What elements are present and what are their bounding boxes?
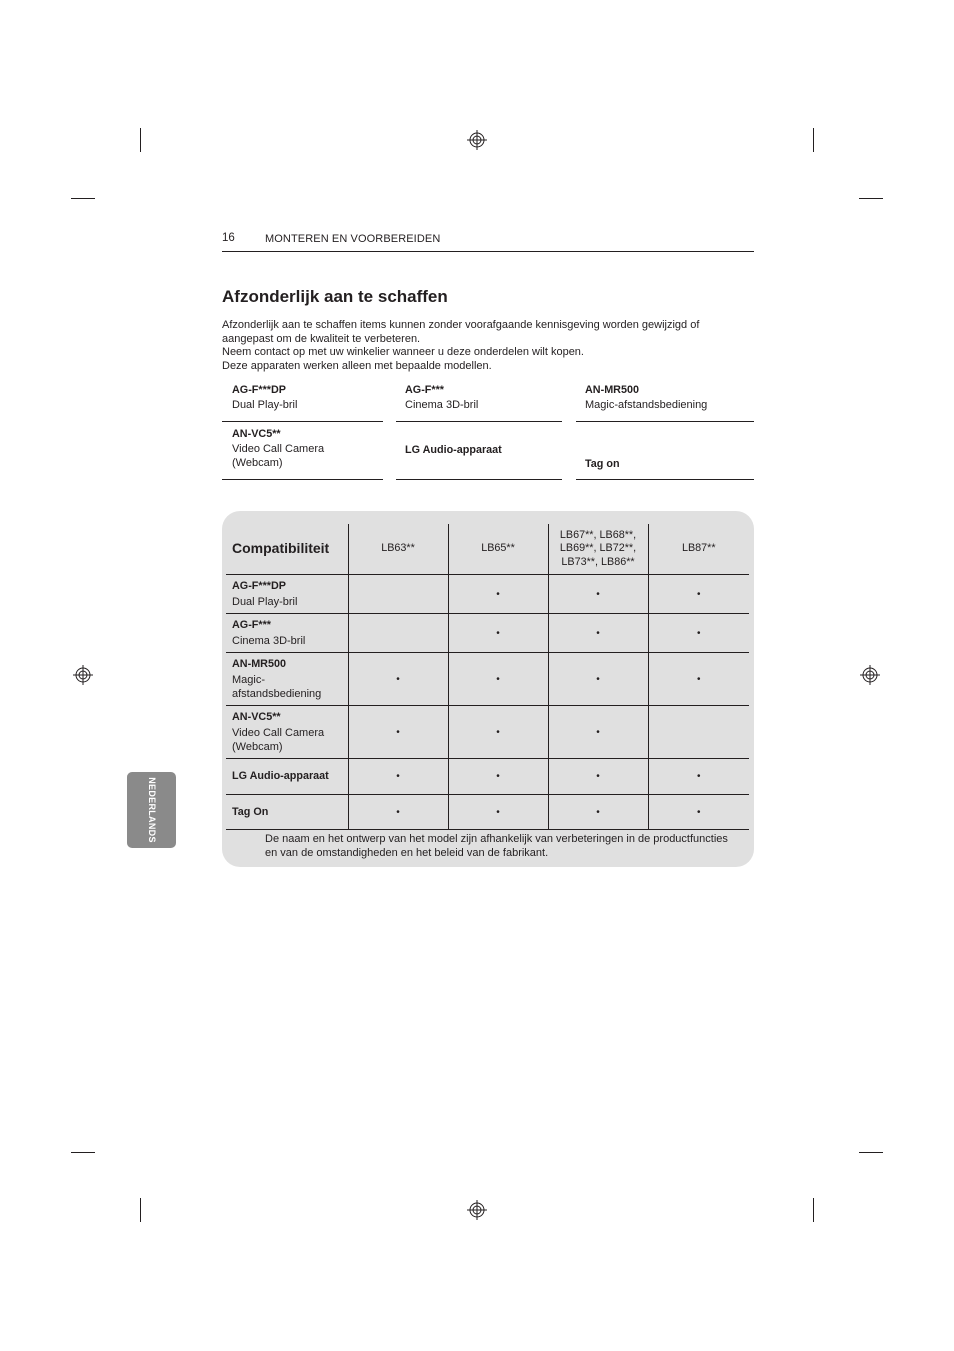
accessory-code: AG-F***DP	[232, 384, 286, 396]
accessory-code: AG-F***DP	[232, 579, 286, 592]
compat-bullet: •	[396, 673, 400, 685]
accessory-cell	[226, 795, 348, 830]
crop-mark	[140, 128, 141, 152]
language-tab	[127, 772, 176, 848]
compat-cell	[648, 653, 749, 706]
compat-bullet: •	[496, 588, 500, 600]
registration-mark-icon	[860, 665, 880, 685]
compat-bullet: •	[596, 726, 600, 738]
model-header: LB63**	[348, 524, 448, 575]
crop-mark	[859, 198, 883, 199]
compat-cell	[548, 575, 648, 614]
registration-mark-icon	[467, 130, 487, 150]
compat-cell	[448, 575, 548, 614]
compat-bullet: •	[496, 627, 500, 639]
compat-cell	[648, 795, 749, 830]
divider	[396, 421, 562, 422]
compat-bullet: •	[396, 726, 400, 738]
compat-bullet: •	[396, 806, 400, 818]
compat-cell	[548, 759, 648, 795]
compat-bullet: •	[696, 771, 701, 782]
accessory-item	[405, 444, 566, 456]
model-header: LB65**	[448, 524, 548, 575]
crop-mark	[71, 198, 95, 199]
compat-cell	[548, 795, 648, 830]
compat-header-label: Compatibiliteit	[232, 540, 330, 557]
table-row	[226, 759, 749, 795]
compat-bullet: •	[696, 627, 701, 639]
accessory-cell	[226, 759, 348, 795]
intro-line: aangepast om de kwaliteit te verbeteren.	[222, 332, 421, 345]
accessory-code: Tag On	[232, 805, 269, 818]
compat-cell	[548, 653, 648, 706]
compat-cell	[348, 759, 448, 795]
compat-cell	[648, 614, 749, 653]
compat-cell	[548, 614, 648, 653]
model-header: LB87**	[648, 524, 749, 575]
divider	[396, 479, 562, 480]
accessory-cell	[226, 575, 348, 614]
compat-bullet: •	[496, 726, 500, 738]
compat-cell	[448, 706, 548, 759]
compat-cell	[648, 575, 749, 614]
accessory-code: AN-MR500	[585, 384, 639, 396]
crop-mark	[813, 128, 814, 152]
table-header-row	[226, 524, 749, 575]
compat-bullet: •	[696, 588, 701, 600]
running-header: MONTEREN EN VOORBEREIDEN	[265, 233, 441, 245]
accessory-desc: Video Call Camera (Webcam)	[232, 726, 325, 753]
compat-cell	[348, 653, 448, 706]
compat-cell	[348, 575, 448, 614]
divider	[222, 479, 383, 480]
accessory-code: AG-F***	[232, 618, 271, 631]
compat-bullet: •	[696, 673, 701, 685]
compat-cell	[348, 795, 448, 830]
divider	[576, 421, 754, 422]
accessory-code: LG Audio-apparaat	[232, 770, 329, 782]
accessory-cell	[226, 614, 348, 653]
crop-mark	[859, 1152, 883, 1153]
accessory-desc: Cinema 3D-bril	[405, 399, 479, 411]
accessory-desc: Magic-afstandsbediening	[585, 399, 708, 411]
compat-cell	[448, 614, 548, 653]
crop-mark	[71, 1152, 95, 1153]
accessory-item	[232, 384, 393, 412]
section-title: Afzonderlijk aan te schaffen	[222, 287, 448, 306]
accessory-desc: Magic- afstandsbediening	[232, 673, 322, 700]
compat-cell	[548, 706, 648, 759]
compat-bullet: •	[596, 627, 600, 639]
compat-cell	[448, 795, 548, 830]
intro-line: Afzonderlijk aan te schaffen items kunnen zonder voorafgaande kennisgeving worden gewijzigd of	[222, 319, 700, 331]
table-row	[226, 575, 749, 614]
table-row	[226, 795, 749, 830]
table-row	[226, 653, 749, 706]
accessory-item	[585, 458, 746, 470]
accessory-desc: Video Call Camera (Webcam)	[232, 443, 325, 469]
accessory-code: AG-F***	[405, 384, 444, 396]
footnote: De naam en het ontwerp van het model zijn afhankelijk van verbeteringen in de productfuncties en van de omstandigheden en het beleid van de fabrikant.	[265, 833, 728, 859]
accessory-code: AN-MR500	[232, 657, 286, 670]
compat-cell	[348, 706, 448, 759]
accessory-desc: Cinema 3D-bril	[232, 634, 306, 647]
model-header: LB67**, LB68**, LB69**, LB72**, LB73**, LB86**	[548, 524, 648, 575]
accessory-code: AN-VC5**	[232, 428, 281, 440]
compat-cell	[448, 653, 548, 706]
compat-bullet: •	[696, 806, 701, 818]
page-number: 16	[222, 232, 235, 244]
language-tab-label: NEDERLANDS	[146, 777, 157, 843]
accessory-item	[232, 428, 393, 470]
accessory-cell	[226, 706, 348, 759]
compat-bullet: •	[496, 806, 500, 818]
compat-bullet: •	[596, 771, 600, 782]
accessory-cell	[226, 653, 348, 706]
accessory-item	[405, 384, 566, 412]
accessory-code: AN-VC5**	[232, 710, 281, 723]
intro-line: Deze apparaten werken alleen met bepaalde modellen.	[222, 359, 492, 372]
compat-bullet: •	[496, 673, 500, 685]
compat-bullet: •	[596, 588, 600, 600]
accessory-code: LG Audio-apparaat	[405, 444, 502, 456]
header-rule	[222, 251, 754, 252]
compat-bullet: •	[596, 673, 600, 685]
compat-cell	[448, 759, 548, 795]
accessory-desc: Dual Play-bril	[232, 595, 298, 608]
compat-cell	[648, 706, 749, 759]
compat-cell	[648, 759, 749, 795]
divider	[222, 421, 383, 422]
crop-mark	[140, 1198, 141, 1222]
crop-mark	[813, 1198, 814, 1222]
table-row	[226, 706, 749, 759]
intro-line: Neem contact op met uw winkelier wanneer u deze onderdelen wilt kopen.	[222, 346, 584, 359]
table-row	[226, 614, 749, 653]
compat-bullet: •	[396, 771, 400, 782]
accessory-desc: Dual Play-bril	[232, 399, 298, 411]
accessory-code: Tag on	[585, 458, 620, 470]
intro-text	[222, 319, 752, 373]
compat-bullet: •	[496, 771, 500, 782]
compatibility-table	[226, 524, 749, 830]
registration-mark-icon	[467, 1200, 487, 1220]
registration-mark-icon	[73, 665, 93, 685]
accessory-item	[585, 384, 746, 412]
compat-cell	[348, 614, 448, 653]
compat-bullet: •	[596, 806, 600, 818]
divider	[576, 479, 754, 480]
